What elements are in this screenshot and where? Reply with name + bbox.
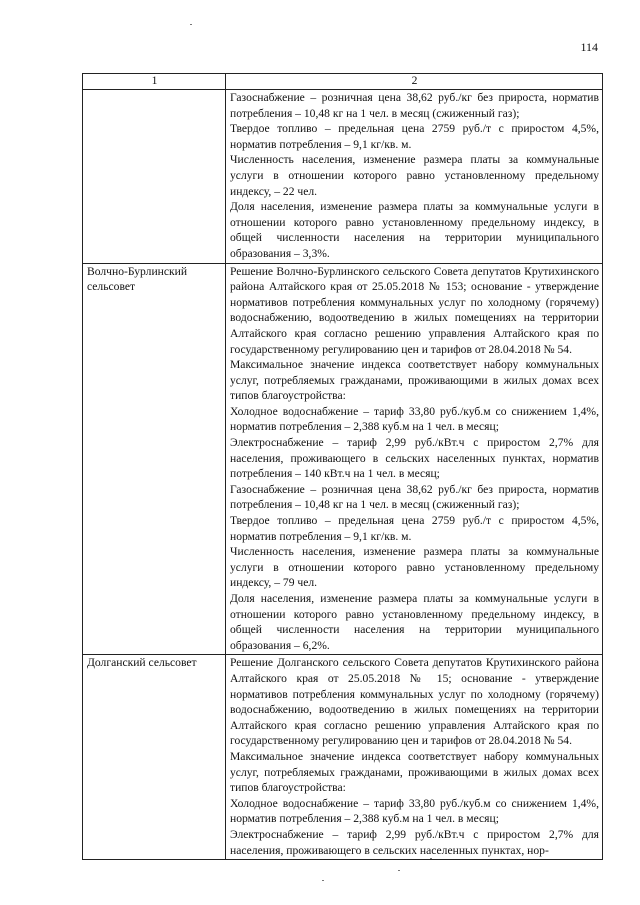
paragraph: Решение Волчно-Бурлинского сельского Совета депутатов Крутихинского района Алтайского края от 25.05.2018 № 153; основание - утверждение нормативов потребления коммунальных услуг по холодному (горячему) водоснабжению, водоотведению в жилых помещениях на территории Алтайского края согласно решению управления Алтайского края по государственному регулированию цен и тарифов от 28.04.2018 № 54.	[230, 264, 599, 356]
scan-speck	[398, 870, 400, 871]
scan-speck	[190, 24, 192, 25]
table-header-row	[83, 74, 603, 90]
settlement-name: Волчно-Бурлинский сельсовет	[83, 263, 226, 655]
settlement-details	[226, 655, 603, 860]
paragraph: Численность населения, изменение размера платы за коммунальные услуги в отношении которого равно установленному предельному индексу, – 79 чел.	[230, 545, 599, 590]
scan-speck	[322, 880, 324, 881]
paragraph: Максимальное значение индекса соответствует набору коммунальных услуг, потребляемых гражданами, проживающими в жилых домах всех типов благоустройства:	[230, 749, 599, 795]
settlements-table	[82, 73, 603, 860]
paragraph: Доля населения, изменение размера платы за коммунальные услуги в отношении которого равно установленному предельному индексу, в общей численности населения на территории муниципального образования – 6,2%.	[230, 592, 599, 652]
table-row	[83, 90, 603, 264]
column-header-2: 2	[226, 74, 603, 90]
paragraph: Холодное водоснабжение – тариф 33,80 руб./куб.м со снижением 1,4%, норматив потребления – 2,388 куб.м на 1 чел. в месяц;	[230, 404, 599, 434]
paragraph: Газоснабжение – розничная цена 38,62 руб./кг без прироста, норматив потребления – 10,48 кг на 1 чел. в месяц (сжиженный газ);	[230, 482, 599, 512]
scan-speck	[430, 858, 432, 859]
settlement-details	[226, 263, 603, 655]
settlement-details	[226, 90, 603, 264]
settlement-name	[83, 90, 226, 264]
paragraph: Доля населения, изменение размера платы за коммунальные услуги в отношении которого равно установленному предельному индексу, в общей численности населения на территории муниципального образования – 3,3%.	[230, 200, 599, 260]
paragraph: Холодное водоснабжение – тариф 33,80 руб./куб.м со снижением 1,4%, норматив потребления – 2,388 куб.м на 1 чел. в месяц;	[230, 796, 599, 826]
paragraph: Твердое топливо – предельная цена 2759 руб./т с приростом 4,5%, норматив потребления – 9,1 кг/кв. м.	[230, 122, 599, 151]
paragraph: Электроснабжение – тариф 2,99 руб./кВт.ч с приростом 2,7% для населения, проживающего в сельских населенных пунктах, нор-	[230, 827, 599, 857]
paragraph: Максимальное значение индекса соответствует набору коммунальных услуг, потребляемых гражданами, проживающими в жилых домах всех типов благоустройства:	[230, 358, 599, 403]
paragraph: Твердое топливо – предельная цена 2759 руб./т с приростом 4,5%, норматив потребления – 9,1 кг/кв. м.	[230, 514, 599, 543]
page-number: 114	[580, 40, 598, 54]
table-row	[83, 655, 603, 860]
paragraph: Решение Долганского сельского Совета депутатов Крутихинского района Алтайского края от 25.05.2018 № 15; основание - утверждение нормативов потребления коммунальных услуг по холодному (горячему) водоснабжению, водоотведению в жилых помещениях на территории Алтайского края согласно решению управления Алтайского края по государственному регулированию цен и тарифов от 28.04.2018 № 54.	[230, 656, 599, 748]
paragraph: Численность населения, изменение размера платы за коммунальные услуги в отношении которого равно установленному предельному индексу, – 22 чел.	[230, 153, 599, 198]
paragraph: Газоснабжение – розничная цена 38,62 руб./кг без прироста, норматив потребления – 10,48 кг на 1 чел. в месяц (сжиженный газ);	[230, 91, 599, 120]
settlement-name: Долганский сельсовет	[83, 655, 226, 860]
column-header-1: 1	[83, 74, 226, 90]
table-row	[83, 263, 603, 655]
paragraph: Электроснабжение – тариф 2,99 руб./кВт.ч с приростом 2,7% для населения, проживающего в сельских населенных пунктах, норматив потребления – 140 кВт.ч на 1 чел. в месяц;	[230, 436, 599, 481]
